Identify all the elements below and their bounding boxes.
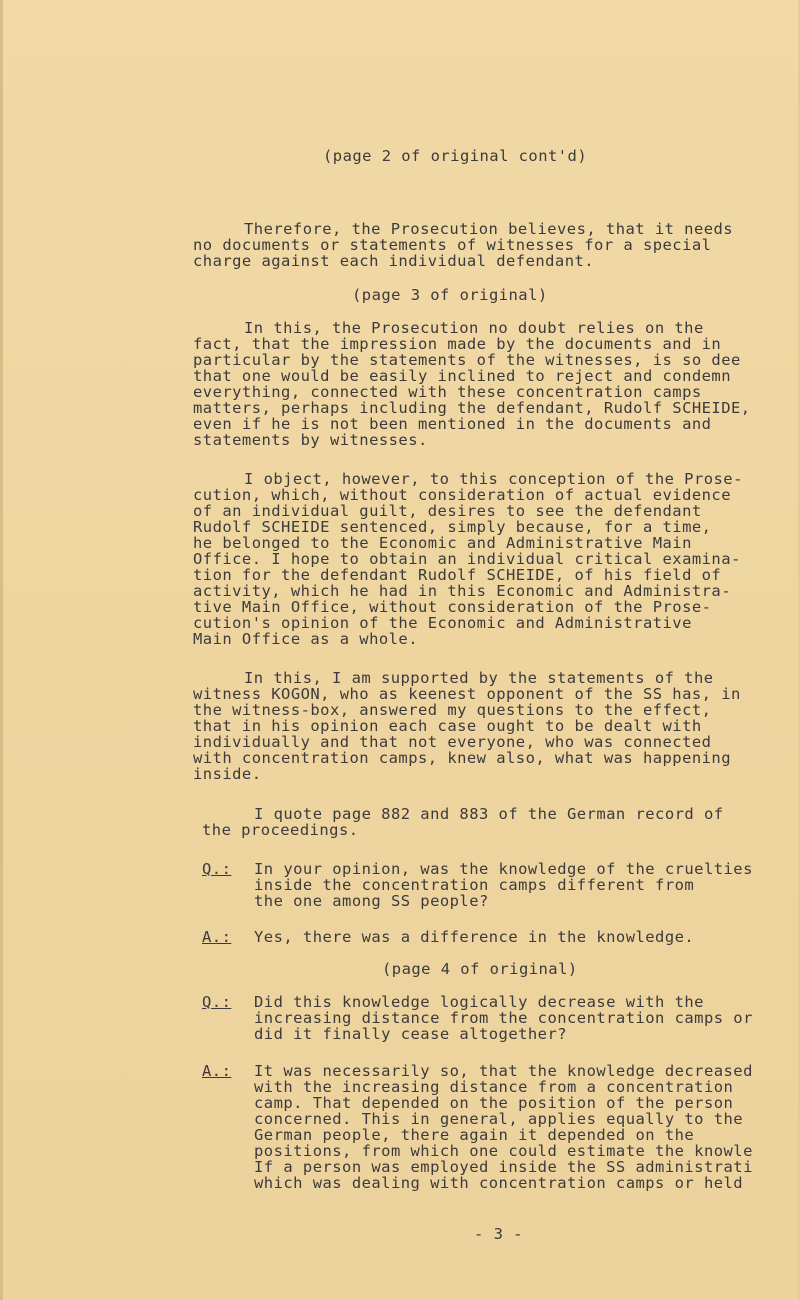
paragraph-line: individually and that not everyone, who was connected <box>193 733 712 751</box>
page-number: - 3 - <box>474 1225 523 1243</box>
paragraph-line: tion for the defendant Rudolf SCHEIDE, of his field of <box>193 566 722 584</box>
answer-line: positions, from which one could estimate the knowle <box>254 1142 753 1160</box>
paragraph-line: with concentration camps, knew also, what was happening <box>193 749 731 767</box>
paragraph-line: Main Office as a whole. <box>193 630 418 648</box>
header-note: (page 2 of original cont'd) <box>323 147 588 165</box>
paragraph-line: Office. I hope to obtain an individual critical examina- <box>193 550 741 568</box>
question-line: inside the concentration camps different from <box>254 876 695 894</box>
paragraph-line: statements by witnesses. <box>193 431 428 449</box>
paragraph-line: even if he is not been mentioned in the documents and <box>193 415 712 433</box>
paragraph-line: I object, however, to this conception of the Prose- <box>244 470 743 488</box>
answer-line: German people, there again it depended on the <box>254 1126 695 1144</box>
paragraph-line: tive Main Office, without consideration of the Prose- <box>193 598 712 616</box>
question-line: increasing distance from the concentration camps or <box>254 1009 753 1027</box>
paragraph-line: In this, the Prosecution no doubt relies on the <box>244 319 704 337</box>
page-marker: (page 4 of original) <box>382 960 578 978</box>
paragraph-line: that one would be easily inclined to reject and condemn <box>193 367 731 385</box>
paragraph-line: of an individual guilt, desires to see the defendant <box>193 502 702 520</box>
paragraph-line: that in his opinion each case ought to be dealt with <box>193 717 702 735</box>
answer-line: camp. That depended on the position of the person <box>254 1094 734 1112</box>
answer-line: Yes, there was a difference in the knowledge. <box>254 928 695 946</box>
paragraph-line: everything, connected with these concentration camps <box>193 383 702 401</box>
answer-line: with the increasing distance from a concentration <box>254 1078 734 1096</box>
question-line: the one among SS people? <box>254 892 489 910</box>
paragraph-line: the proceedings. <box>202 821 359 839</box>
paragraph-line: cution's opinion of the Economic and Administrative <box>193 614 692 632</box>
answer-label: A.: <box>202 928 232 946</box>
paragraph-line: I quote page 882 and 883 of the German record of <box>254 805 724 823</box>
question-line: did it finally cease altogether? <box>254 1025 568 1043</box>
paragraph-line: matters, perhaps including the defendant, Rudolf SCHEIDE, <box>193 399 751 417</box>
paragraph-line: Rudolf SCHEIDE sentenced, simply because, for a time, <box>193 518 712 536</box>
answer-label: A.: <box>202 1062 232 1080</box>
question-line: Did this knowledge logically decrease with the <box>254 993 704 1011</box>
paragraph-line: activity, which he had in this Economic and Administra- <box>193 582 731 600</box>
question-label: Q.: <box>202 860 232 878</box>
page-marker: (page 3 of original) <box>352 286 548 304</box>
answer-line: It was necessarily so, that the knowledge decreased <box>254 1062 753 1080</box>
paragraph-line: charge against each individual defendant. <box>193 252 595 270</box>
paragraph-line: cution, which, without consideration of actual evidence <box>193 486 731 504</box>
paragraph-line: he belonged to the Economic and Administrative Main <box>193 534 692 552</box>
paragraph-line: In this, I am supported by the statements of the <box>244 669 714 687</box>
paragraph-line: the witness-box, answered my questions to the effect, <box>193 701 712 719</box>
paragraph-line: inside. <box>193 765 262 783</box>
question-line: In your opinion, was the knowledge of the cruelties <box>254 860 753 878</box>
paragraph-line: witness KOGON, who as keenest opponent of the SS has, in <box>193 685 741 703</box>
question-label: Q.: <box>202 993 232 1011</box>
answer-line: concerned. This in general, applies equally to the <box>254 1110 744 1128</box>
paragraph-line: no documents or statements of witnesses for a special <box>193 236 712 254</box>
paragraph-line: particular by the statements of the witnesses, is so dee <box>193 351 741 369</box>
answer-line: If a person was employed inside the SS administrati <box>254 1158 753 1176</box>
page-left-edge <box>0 0 3 1300</box>
answer-line: which was dealing with concentration camps or held <box>254 1174 744 1192</box>
paragraph-line: fact, that the impression made by the documents and in <box>193 335 722 353</box>
paragraph-line: Therefore, the Prosecution believes, that it needs <box>244 220 734 238</box>
